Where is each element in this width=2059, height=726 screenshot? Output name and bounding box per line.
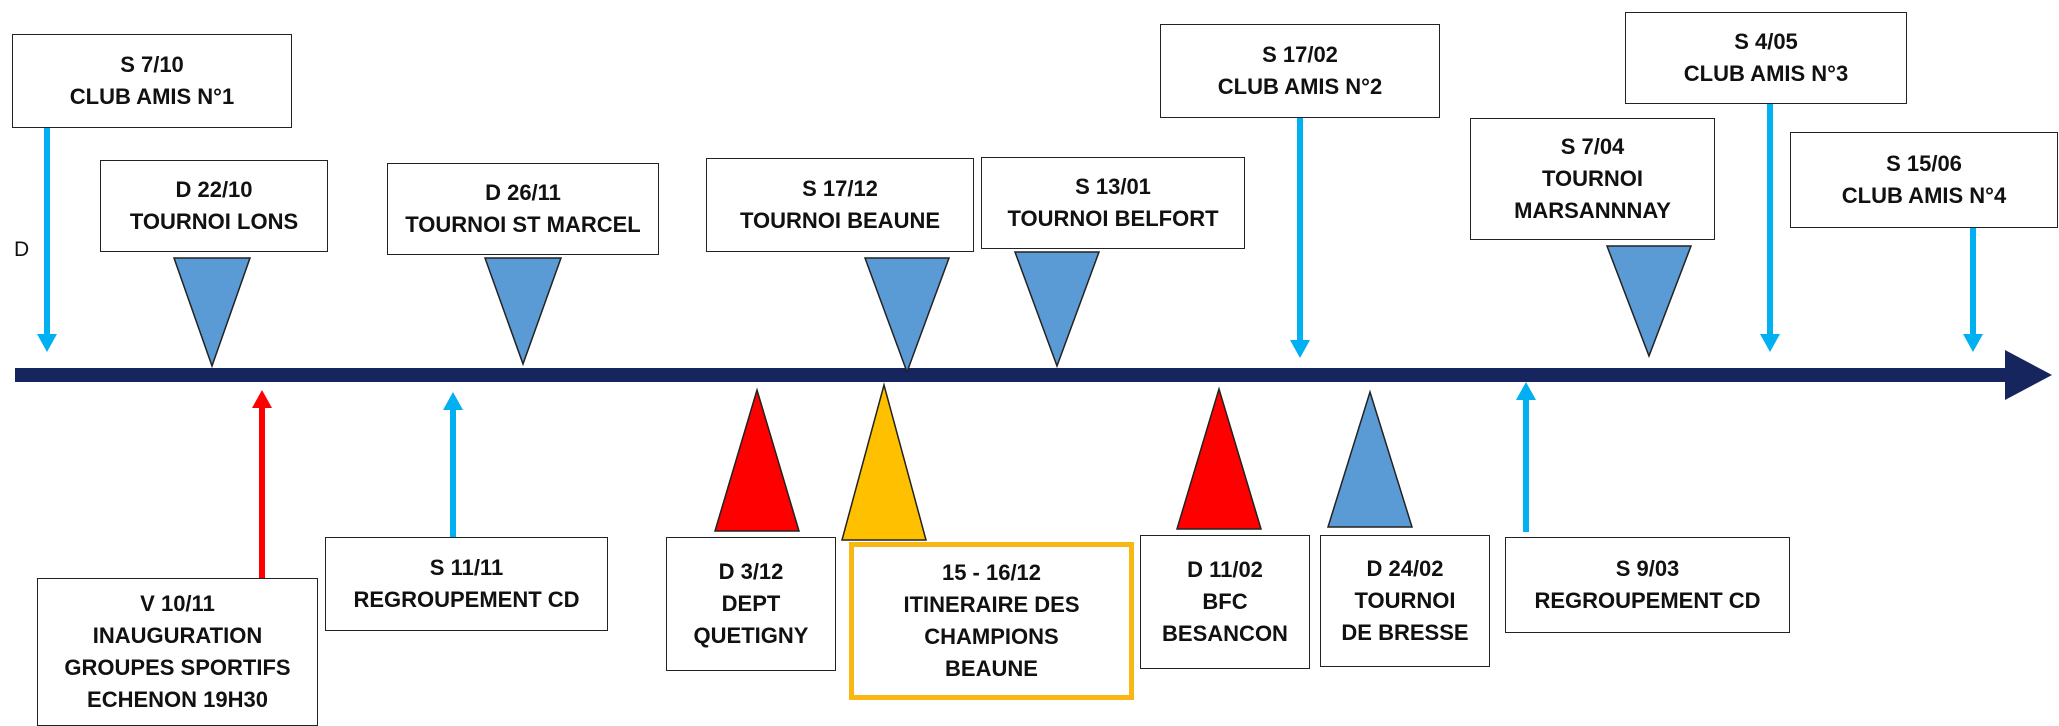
- s_7_04-triangle: [1607, 246, 1691, 356]
- event-box-d-3-12: [666, 537, 836, 671]
- event-text-line: D 22/10: [175, 177, 253, 202]
- event-text-line: TOURNOI: [1541, 166, 1644, 191]
- event-text-line: ECHENON 19H30: [87, 687, 268, 712]
- event-text-line: V 10/11: [140, 591, 215, 616]
- event-box-s-7-04: [1470, 118, 1715, 240]
- event-text-line: S 13/01: [1075, 174, 1151, 199]
- event-box-v-10-11: [37, 578, 318, 726]
- event-box-s-15-06: [1790, 132, 2058, 228]
- s_11_11-arrowhead: [443, 392, 463, 410]
- d_22_10-triangle: [174, 258, 250, 366]
- s_7_10-arrowhead: [37, 334, 57, 352]
- d_11_02-triangle: [1177, 389, 1261, 529]
- d_24_02-triangle: [1328, 392, 1412, 527]
- event-text-line: TOURNOI LONS: [129, 209, 299, 234]
- d_15_16_12-triangle: [842, 385, 926, 540]
- event-text-line: S 7/10: [120, 52, 184, 77]
- d_3_12-triangle: [715, 390, 799, 531]
- event-text-line: REGROUPEMENT CD: [1534, 588, 1761, 613]
- s_15_06-arrowhead: [1963, 334, 1983, 352]
- event-text-line: ITINERAIRE DES: [903, 592, 1080, 617]
- event-text-line: DE BRESSE: [1341, 620, 1469, 645]
- event-text-line: 15 - 16/12: [941, 560, 1042, 585]
- event-text-line: QUETIGNY: [693, 623, 809, 648]
- s_17_02-arrowhead: [1290, 340, 1310, 358]
- event-box-s-7-10: [12, 34, 292, 128]
- event-box-s-17-02: [1160, 24, 1440, 118]
- event-text-line: BFC: [1202, 589, 1248, 614]
- s_4_05-arrowhead: [1760, 334, 1780, 352]
- event-text-line: CLUB AMIS N°1: [69, 84, 235, 109]
- event-text-line: REGROUPEMENT CD: [353, 587, 580, 612]
- timeline-arrowhead: [2005, 350, 2052, 400]
- event-text-line: S 11/11: [429, 555, 504, 580]
- event-text-line: S 4/05: [1734, 29, 1798, 54]
- s_9_03-arrowhead: [1516, 382, 1536, 400]
- event-text-line: TOURNOI BELFORT: [1007, 206, 1219, 231]
- event-text-line: S 15/06: [1886, 151, 1962, 176]
- event-text-line: GROUPES SPORTIFS: [64, 655, 291, 680]
- event-text-line: INAUGURATION: [92, 623, 263, 648]
- event-text-line: BESANCON: [1162, 621, 1288, 646]
- event-box-s-17-12: [706, 158, 974, 252]
- event-box-s-11-11: [325, 537, 608, 631]
- event-box-s-13-01: [981, 157, 1245, 249]
- event-text-line: CHAMPIONS: [924, 624, 1059, 649]
- d_26_11-triangle: [485, 258, 561, 364]
- event-text-line: TOURNOI BEAUNE: [739, 208, 941, 233]
- event-text-line: D 24/02: [1366, 556, 1444, 581]
- event-text-line: S 9/03: [1615, 556, 1680, 581]
- event-text-line: D 3/12: [718, 559, 784, 584]
- event-text-line: CLUB AMIS N°4: [1841, 183, 2007, 208]
- event-box-d-26-11: [387, 163, 659, 255]
- event-box-s-4-05: [1625, 12, 1907, 104]
- s_13_01-triangle: [1015, 252, 1099, 366]
- event-text-line: S 17/02: [1262, 42, 1338, 67]
- event-text-line: TOURNOI: [1354, 588, 1456, 613]
- stray-label: D: [14, 238, 30, 261]
- event-text-line: DEPT: [721, 591, 781, 616]
- event-text-line: D 11/02: [1187, 557, 1263, 582]
- event-text-line: S 17/12: [802, 176, 878, 201]
- event-text-line: TOURNOI ST MARCEL: [405, 212, 641, 237]
- s_17_12-triangle: [865, 258, 949, 372]
- v_10_11-arrowhead: [252, 390, 272, 408]
- event-text-line: CLUB AMIS N°3: [1683, 61, 1849, 86]
- event-text-line: D 26/11: [485, 180, 561, 205]
- event-text-line: S 7/04: [1560, 134, 1625, 159]
- event-box-d-22-10: [100, 160, 328, 252]
- event-box-d-15-16-12: [849, 542, 1134, 700]
- event-box-d-24-02: [1320, 535, 1490, 667]
- event-text-line: BEAUNE: [945, 656, 1038, 681]
- event-box-d-11-02: [1140, 535, 1310, 669]
- event-text-line: CLUB AMIS N°2: [1217, 74, 1383, 99]
- event-box-s-9-03: [1505, 537, 1790, 633]
- event-text-line: MARSANNNAY: [1514, 198, 1671, 223]
